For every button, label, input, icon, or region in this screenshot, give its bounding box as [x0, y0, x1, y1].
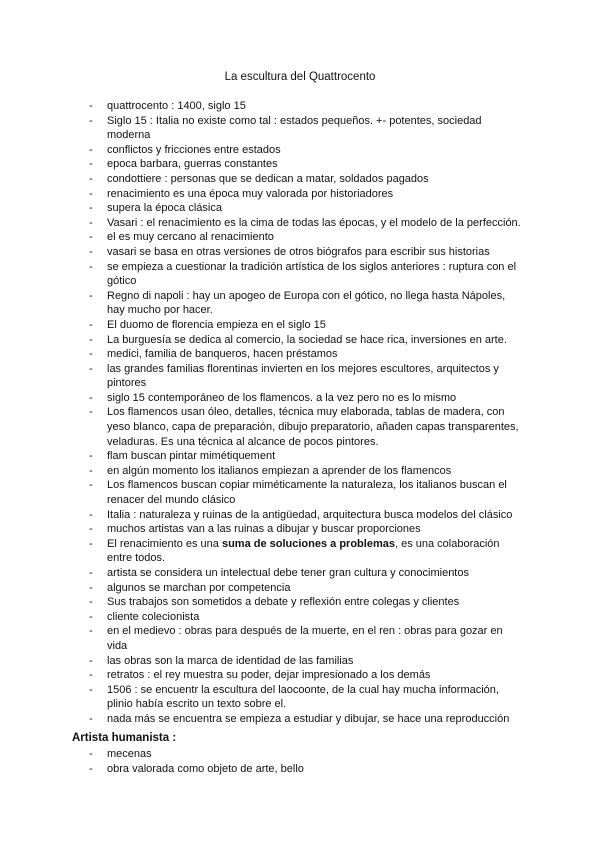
bullet-dash: -	[89, 596, 93, 609]
list-item-text	[107, 610, 527, 625]
list-item	[0, 654, 600, 669]
text-line: condottiere : personas que se dedican a matar, soldados pagados	[107, 172, 429, 185]
text-line: hay mucho por hacer.	[107, 304, 213, 317]
text-line: mecenas	[107, 748, 152, 760]
text-line: moderna	[107, 129, 151, 142]
list-item-text	[107, 683, 527, 712]
list-item	[0, 391, 600, 406]
bullet-dash: -	[89, 187, 93, 200]
list-item	[0, 449, 600, 464]
bullet-dash: -	[89, 202, 93, 215]
list-item-text	[107, 201, 527, 216]
list-item	[0, 712, 600, 727]
text-line: Los flamencos usan óleo, detalles, técnica muy elaborada, tablas de madera, con	[107, 406, 505, 419]
list-item-text	[107, 508, 527, 523]
document-title: La escultura del Quattrocento	[224, 71, 376, 83]
text-line: cliente colecionista	[107, 610, 200, 623]
list-item-text	[107, 347, 527, 362]
list-item	[0, 333, 600, 348]
list-item	[0, 187, 600, 202]
list-item	[0, 610, 600, 625]
list-item-text	[107, 522, 527, 537]
bullet-dash: -	[89, 100, 93, 112]
list-item-text	[107, 157, 527, 172]
list-item	[0, 114, 600, 143]
list-item-text	[107, 230, 527, 245]
bullet-dash: -	[89, 245, 93, 258]
list-item	[0, 464, 600, 479]
text-line: pintores	[107, 377, 147, 390]
bullet-dash: -	[89, 748, 93, 760]
text-line: se empieza a cuestionar la tradición artística de los siglos anteriores : ruptura con el	[107, 260, 517, 273]
text-line: nada más se encuentra se empieza a estudiar y dibujar, se hace una reproducción	[107, 712, 510, 725]
list-item-text	[107, 624, 527, 653]
bullet-dash: -	[89, 348, 93, 361]
list-item	[0, 172, 600, 187]
text-line: 1506 : se encuentr la escultura del laocoonte, de la cual hay mucha información,	[107, 683, 499, 696]
list-item	[0, 347, 600, 362]
bullet-dash: -	[89, 231, 93, 244]
text-run: El renacimiento es una	[107, 537, 222, 550]
text-line: algunos se marchan por competencia	[107, 581, 291, 594]
text-line: El duomo de florencia empieza en el siglo 15	[107, 318, 326, 331]
text-line: veladuras. Es una técnica al alcance de pocos pintores.	[107, 435, 379, 448]
list-item-text	[107, 114, 527, 143]
bullet-dash: -	[89, 318, 93, 331]
list-item-text	[107, 464, 527, 479]
list-item	[0, 362, 600, 391]
bullet-dash: -	[89, 464, 93, 477]
list-item	[0, 537, 600, 566]
text-line: retratos : el rey muestra su poder, dejar impresionado a los demás	[107, 669, 431, 682]
bullet-dash: -	[89, 712, 93, 725]
bullet-dash: -	[89, 567, 93, 579]
bullet-dash: -	[89, 289, 93, 302]
bullet-dash: -	[89, 260, 93, 273]
bullet-dash: -	[89, 114, 93, 127]
bullet-dash: -	[89, 362, 93, 375]
bullet-dash: -	[89, 406, 93, 419]
list-item-text	[107, 318, 527, 333]
text-line: Sus trabajos son sometidos a debate y reflexión entre colegas y clientes	[107, 596, 460, 609]
list-item	[0, 405, 600, 449]
list-item	[0, 289, 600, 318]
list-item	[0, 522, 600, 537]
bold-text: suma de soluciones a problemas	[221, 537, 395, 550]
list-item-text	[107, 668, 527, 683]
list-item	[0, 478, 600, 507]
text-line: Vasari : el renacimiento es la cima de todas las épocas, y el modelo de la perfección.	[107, 216, 521, 229]
bullet-dash: -	[89, 391, 93, 404]
bullet-dash: -	[89, 523, 93, 536]
list-item-text	[107, 333, 527, 348]
text-line: medici, familia de banqueros, hacen préstamos	[107, 348, 338, 361]
list-item-text	[107, 391, 527, 406]
list-item-text	[107, 187, 527, 202]
text-line: las obras son la marca de identidad de las familias	[107, 654, 354, 667]
text-line: renacimiento es una época muy valorada por historiadores	[107, 187, 394, 200]
text-line: obra valorada como objeto de arte, bello	[107, 762, 304, 775]
text-line: yeso blanco, capa de preparación, dibujo preparatorio, añaden capas transparentes,	[107, 421, 519, 434]
bullet-dash: -	[89, 508, 93, 521]
list-item	[0, 683, 600, 712]
list-item-text	[107, 566, 527, 581]
bullet-dash: -	[89, 669, 93, 682]
list-item-text	[107, 478, 527, 507]
text-line: muchos artistas van a las ruinas a dibujar y buscar proporciones	[107, 523, 421, 536]
list-item	[0, 99, 600, 114]
list-item-text	[107, 762, 527, 777]
list-item	[0, 143, 600, 158]
text-line: artista se considera un intelectual debe tener gran cultura y conocimientos	[107, 567, 469, 579]
list-item-text	[107, 245, 527, 260]
list-item-text	[107, 712, 527, 727]
section-bullet-list	[0, 747, 600, 776]
bullet-dash: -	[89, 172, 93, 185]
text-line	[107, 537, 527, 552]
section-heading: Artista humanista :	[72, 732, 177, 744]
list-item	[0, 245, 600, 260]
bullet-dash: -	[89, 610, 93, 623]
list-item	[0, 624, 600, 653]
bullet-dash: -	[89, 581, 93, 594]
text-line: quattrocento : 1400, siglo 15	[107, 100, 246, 112]
text-line: conflictos y fricciones entre estados	[107, 143, 281, 156]
text-line: Italia : naturaleza y ruinas de la antigüedad, arquitectura busca modelos del clásico	[107, 508, 513, 521]
list-item	[0, 747, 600, 762]
bullet-dash: -	[89, 537, 93, 550]
text-line: renacer del mundo clásico	[107, 494, 236, 507]
bullet-dash: -	[89, 625, 93, 638]
text-line: el es muy cercano al renacimiento	[107, 231, 274, 244]
list-item	[0, 216, 600, 231]
list-item-text	[107, 143, 527, 158]
text-run: , es una colaboración	[394, 537, 500, 550]
text-line: plinio había escrito un texto sobre el.	[107, 698, 287, 711]
list-item-text	[107, 581, 527, 596]
text-line: flam buscan pintar mimétiquement	[107, 450, 276, 463]
list-item	[0, 157, 600, 172]
bullet-dash: -	[89, 450, 93, 463]
list-item	[0, 201, 600, 216]
list-item	[0, 581, 600, 596]
list-item	[0, 566, 600, 581]
text-line: Siglo 15 : Italia no existe como tal : estados pequeños. +- potentes, sociedad	[107, 114, 482, 127]
list-item	[0, 318, 600, 333]
text-line: las grandes familias florentinas invierten en los mejores escultores, arquitectos y	[107, 362, 499, 375]
list-item-text	[107, 289, 527, 318]
list-item	[0, 508, 600, 523]
bullet-dash: -	[89, 654, 93, 667]
bullet-dash: -	[89, 762, 93, 775]
list-item-text	[107, 654, 527, 669]
bullet-dash: -	[89, 683, 93, 696]
list-item-text	[107, 595, 527, 610]
bullet-dash: -	[89, 216, 93, 229]
text-line: supera la época clásica	[107, 202, 222, 215]
text-line: gótico	[107, 275, 137, 288]
bullet-dash: -	[89, 479, 93, 492]
list-item-text	[107, 172, 527, 187]
list-item	[0, 595, 600, 610]
bullet-list	[0, 99, 600, 727]
text-line: vida	[107, 639, 128, 652]
list-item-text	[107, 537, 527, 566]
text-line: vasari se basa en otras versiones de otros biógrafos para escribir sus historias	[107, 245, 490, 258]
list-item-text	[107, 99, 527, 114]
text-line: Regno di napoli : hay un apogeo de Europa con el gótico, no llega hasta Nápoles,	[107, 289, 506, 302]
text-line: La burguesía se dedica al comercio, la sociedad se hace rica, inversiones en arte.	[107, 333, 507, 346]
list-item-text	[107, 216, 527, 231]
list-item-text	[107, 260, 527, 289]
list-item	[0, 668, 600, 683]
text-line: en algún momento los italianos empiezan a aprender de los flamencos	[107, 464, 452, 477]
list-item	[0, 762, 600, 777]
text-line: siglo 15 contemporáneo de los flamencos. a la vez pero no es lo mismo	[107, 391, 457, 404]
list-item-text	[107, 747, 527, 762]
text-line: epoca barbara, guerras constantes	[107, 158, 278, 171]
list-item-text	[107, 449, 527, 464]
text-line: entre todos.	[107, 552, 166, 565]
list-item-text	[107, 405, 527, 449]
list-item	[0, 230, 600, 245]
bullet-dash: -	[89, 158, 93, 171]
list-item	[0, 260, 600, 289]
text-line: Los flamencos buscan copiar miméticamente la naturaleza, los italianos buscan el	[107, 479, 507, 492]
list-item-text	[107, 362, 527, 391]
text-line: en el medievo : obras para después de la muerte, en el ren : obras para gozar en	[107, 625, 503, 638]
bullet-dash: -	[89, 143, 93, 156]
bullet-dash: -	[89, 333, 93, 346]
